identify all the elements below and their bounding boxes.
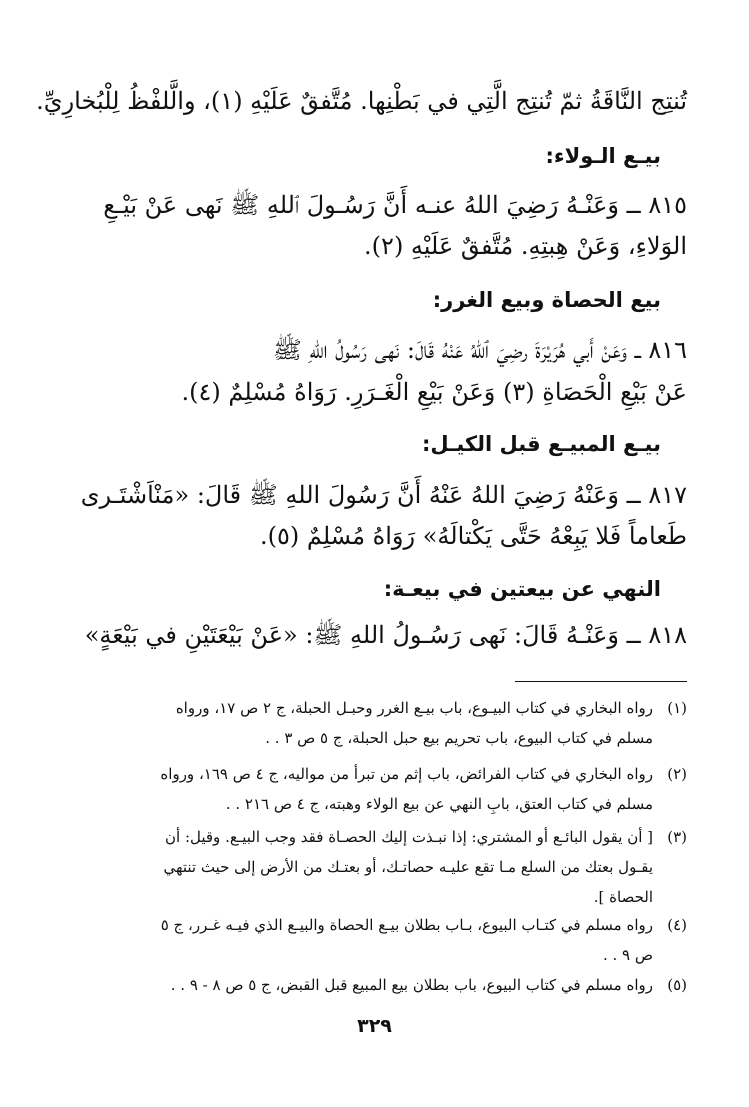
- footnote-4: [70, 910, 687, 970]
- text-line-817-b: طَعاماً فَلا يَبِعْهُ حَتَّى يَكْتالَهُ» رَوَاهُ مُسْلِمٌ (٥).: [259, 522, 687, 550]
- footnote-divider: [515, 681, 687, 682]
- footnote-number: (١): [667, 699, 687, 717]
- text-line-818-a: ٨١٨ ــ وَعَنْـهُ قَالَ: نَهى رَسُـولُ اللهِ ﷺ: «عَنْ بَيْعَتَيْنِ في بَيْعَةٍ»: [84, 621, 687, 649]
- footnote-number: (٥): [667, 976, 687, 994]
- footnote-text: يقـول بعتك من السلع مـا تقع عليـه حصاتـك، أو بعتـك من الأرض إلى حيث تنتهي: [163, 858, 653, 876]
- footnote-number: (٣): [667, 828, 687, 846]
- footnote-text: رواه البخاري في كتاب البيـوع، باب بيـع الغرر وحبـل الحبلة، ج ٢ ص ١٧، ورواه: [175, 699, 653, 717]
- footnote-number: (٤): [667, 916, 687, 934]
- text-line-1: تُنتِج النَّاقَةُ ثمّ تُنتِج الَّتِي في بَطْنِها. مُتَّفقٌ عَلَيْهِ (١)، والَّلفْظُ لِلْبُخارِيِّ.: [36, 87, 687, 115]
- footnote-number: (٢): [667, 765, 687, 783]
- footnote-3: [70, 822, 687, 912]
- text-line-817-a: ٨١٧ ــ وَعَنْهُ رَضِيَ اللهُ عَنْهُ أَنَّ رَسُولَ اللهِ ﷺ قَالَ: «مَنْاَشْتَـرى: [80, 481, 687, 509]
- footnote-text: الحصاة ].: [593, 888, 653, 906]
- text-line-816-a: ٨١٦ ــ وَعَنْ أَبي هُرَيْرَةَ رضِيَ ٱللهُ عَنْهُ قَالَ: نَهى رَسُولُ اللهِ ﷺ: [272, 336, 687, 364]
- footnote-text: رواه البخاري في كتاب الفرائض، باب إثم من تبرأ من مواليه، ج ٤ ص ١٦٩، ورواه: [160, 765, 653, 783]
- text-line-815-a: ٨١٥ ــ وَعَنْـهُ رَضِيَ اللهُ عنـه أَنَّ رَسُـولَ ٱللهِ ﷺ نَهى عَنْ بَيْـعِ: [103, 191, 687, 219]
- footnote-1: [70, 693, 687, 753]
- section-heading-hasat: بيع الحصاة وبيع الغرر:: [432, 288, 661, 312]
- footnote-text: [ أن يقول البائـع أو المشتري: إذا نبـذت إليك الحصـاة فقد وجب البيـع. وقيل: أن: [165, 828, 653, 846]
- footnote-2: [70, 759, 687, 819]
- text-line-816-b: عَنْ بَيْعِ الْحَصَاةِ (٣) وَعَنْ بَيْعِ الْغَـرَرِ. رَوَاهُ مُسْلِمٌ (٤).: [181, 378, 687, 406]
- section-heading-wala: بيـع الـولاء:: [545, 144, 661, 168]
- section-heading-kayl: بيـع المبيـع قبل الكيـل:: [422, 432, 661, 456]
- text-line-815-b: الوَلاءِ، وَعَنْ هِبتِهِ. مُتَّفقٌ عَلَيْهِ (٢).: [364, 232, 687, 260]
- footnote-5: [70, 970, 687, 1000]
- footnote-text: مسلم في كتاب العتق، بابِ النهي عن بيع الولاء وهبته، ج ٤ ص ٢١٦ . .: [225, 795, 653, 813]
- footnote-text: رواه مسلم في كتاب البيوع، باب بطلان بيع المبيع قبل القبض، ج ٥ ص ٨ - ٩ . .: [170, 976, 653, 994]
- footnote-text: مسلم في كتاب البيوع، باب تحريم بيع حبل الحبلة، ج ٥ ص ٣ . .: [265, 729, 653, 747]
- page-number: ٣٢٩: [357, 1015, 392, 1037]
- footnote-text: رواه مسلم في كتـاب البيوع، بـاب بطلان بيـع الحصاة والبيـع الذي فيـه غـرر، ج ٥: [160, 916, 653, 934]
- footnote-text: ص ٩ . .: [602, 946, 653, 964]
- section-heading-baytatayn: النهي عن بيعتين في بيعـة:: [383, 577, 661, 601]
